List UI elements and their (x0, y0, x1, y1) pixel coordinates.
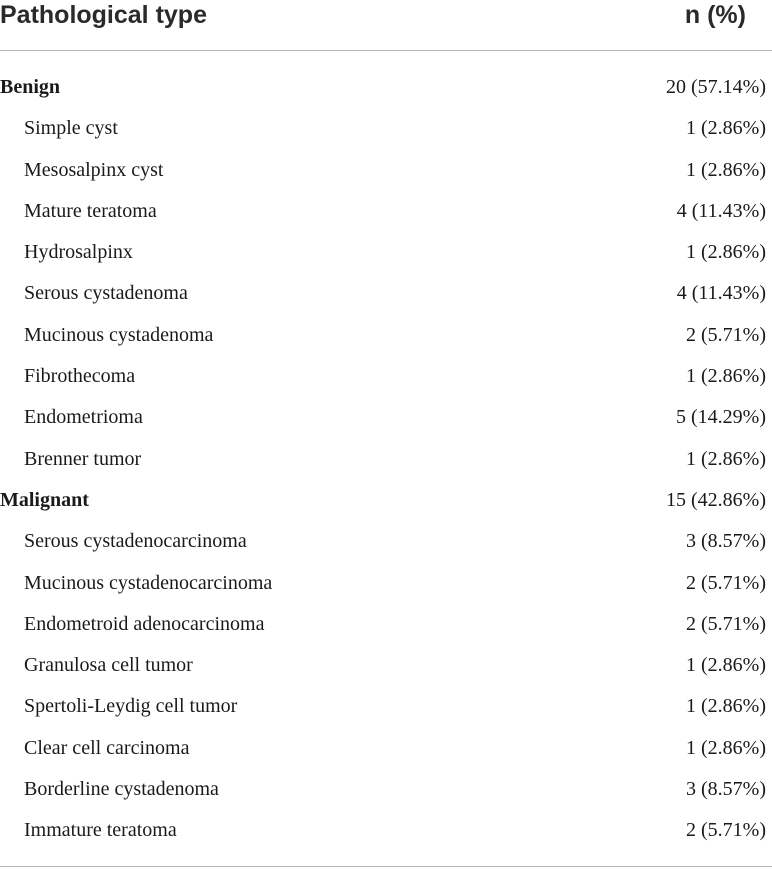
table-row (0, 808, 772, 849)
row-value: 2 (5.71%) (686, 571, 766, 594)
row-label: Endometrioma (24, 406, 143, 429)
row-label: Serous cystadenoma (24, 282, 188, 305)
table-row (0, 271, 772, 312)
row-label: Serous cystadenocarcinoma (24, 530, 247, 553)
table-row (0, 148, 772, 189)
row-label: Mesosalpinx cyst (24, 158, 164, 181)
table-row (0, 354, 772, 395)
table-row (0, 643, 772, 684)
table-row (0, 519, 772, 560)
table-row (0, 395, 772, 436)
row-label: Simple cyst (24, 117, 118, 140)
row-value: 1 (2.86%) (686, 695, 766, 718)
group-value: 15 (42.86%) (666, 488, 766, 511)
row-value: 3 (8.57%) (686, 530, 766, 553)
row-value: 1 (2.86%) (686, 736, 766, 759)
row-label: Immature teratoma (24, 819, 177, 842)
row-label: Brenner tumor (24, 447, 142, 470)
row-label: Mucinous cystadenocarcinoma (24, 571, 273, 594)
row-label: Granulosa cell tumor (24, 654, 193, 677)
row-value: 1 (2.86%) (686, 365, 766, 388)
row-value: 2 (5.71%) (686, 819, 766, 842)
row-value: 5 (14.29%) (676, 406, 766, 429)
header-pathological-type: Pathological type (0, 1, 207, 29)
row-value: 1 (2.86%) (686, 241, 766, 264)
row-value: 1 (2.86%) (686, 447, 766, 470)
row-value: 4 (11.43%) (676, 199, 766, 222)
row-label: Fibrothecoma (24, 365, 136, 388)
table-row (0, 313, 772, 354)
table-row (0, 230, 772, 271)
table-header (0, 0, 772, 51)
group-label: Benign (0, 76, 61, 98)
row-label: Clear cell carcinoma (24, 736, 190, 759)
table-row (0, 602, 772, 643)
table-group-row (0, 478, 772, 519)
bottom-rule (0, 866, 772, 867)
row-value: 3 (8.57%) (686, 778, 766, 801)
table-row (0, 106, 772, 147)
table-row (0, 684, 772, 725)
row-label: Mucinous cystadenoma (24, 323, 214, 346)
table-row (0, 437, 772, 478)
table-row (0, 726, 772, 767)
row-label: Hydrosalpinx (24, 241, 133, 264)
row-value: 1 (2.86%) (686, 158, 766, 181)
row-label: Endometroid adenocarcinoma (24, 612, 265, 635)
row-label: Mature teratoma (24, 199, 157, 222)
row-value: 1 (2.86%) (686, 654, 766, 677)
table-row (0, 561, 772, 602)
row-value: 1 (2.86%) (686, 117, 766, 140)
table-group-row (0, 65, 772, 106)
row-value: 2 (5.71%) (686, 612, 766, 635)
table-row (0, 767, 772, 808)
header-n-percent: n (%) (684, 1, 746, 29)
row-value: 4 (11.43%) (676, 282, 766, 305)
row-value: 2 (5.71%) (686, 323, 766, 346)
table-body (0, 65, 772, 850)
row-label: Borderline cystadenoma (24, 778, 219, 801)
row-label: Spertoli-Leydig cell tumor (24, 695, 238, 718)
table-row (0, 189, 772, 230)
group-label: Malignant (0, 488, 89, 511)
group-value: 20 (57.14%) (666, 76, 766, 98)
